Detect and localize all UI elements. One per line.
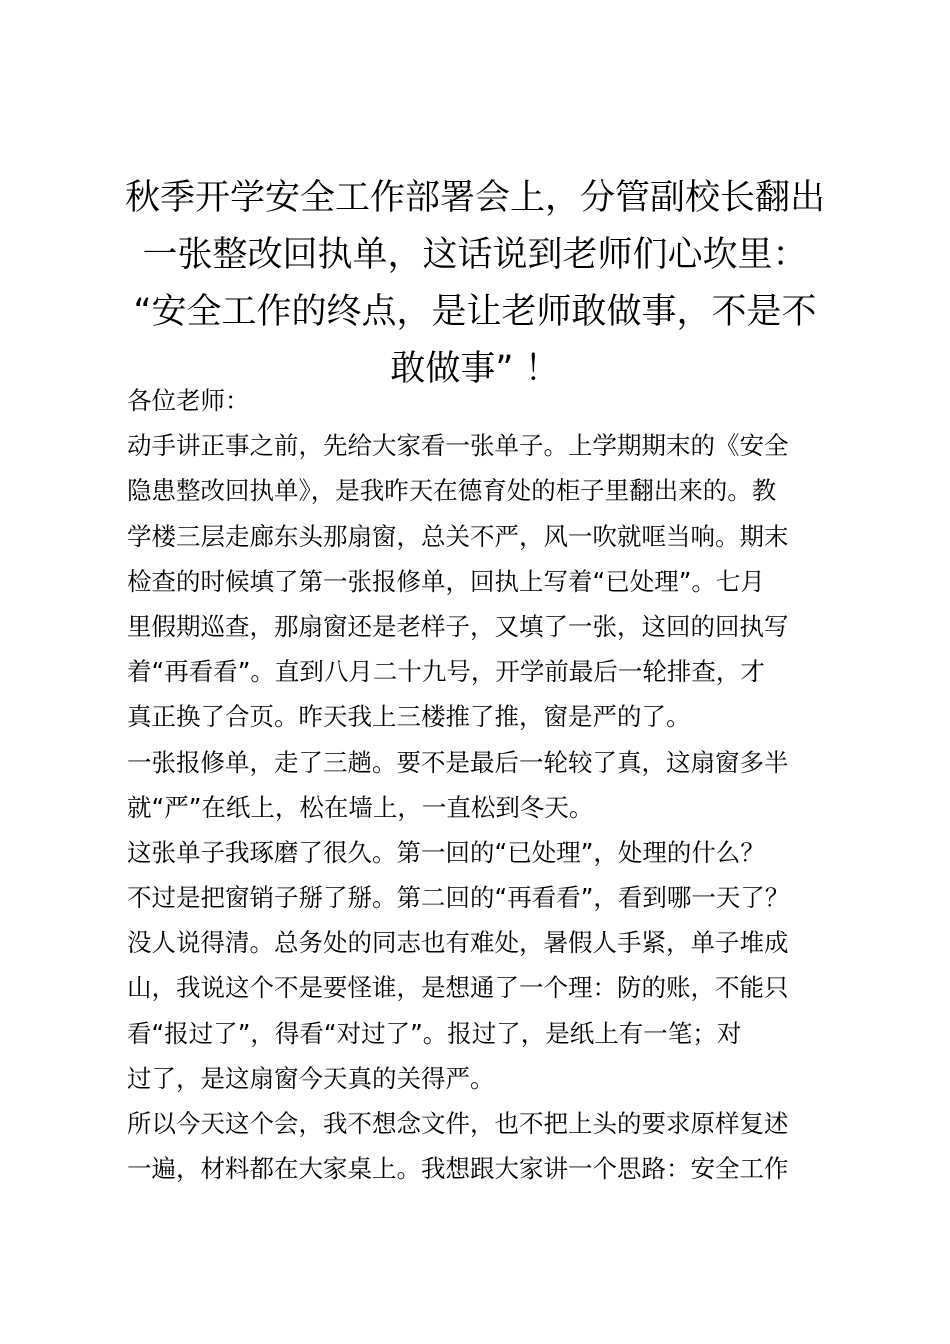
body-line: 动手讲正事之前，先给大家看一张单子。上学期期末的《安全 [127, 431, 789, 461]
body-line: 山，我说这个不是要怪谁，是想通了一个理：防的账，不能只 [127, 973, 789, 1003]
body-line: 里假期巡查，那扇窗还是老样子，又填了一张，这回的回执写 [127, 611, 789, 641]
document-title [110, 170, 840, 398]
salutation: 各位老师： [127, 386, 250, 415]
title-line: 秋季开学安全工作部署会上，分管副校长翻出 [124, 178, 825, 218]
body-line: 不过是把窗销子掰了掰。第二回的“再看看”，看到哪一天了？ [127, 883, 790, 913]
body-line: 着“再看看”。直到八月二十九号，开学前最后一轮排查，才 [127, 657, 765, 687]
title-line: 敢做事” ！ [390, 349, 560, 389]
body-line: 一张报修单，走了三趟。要不是最后一轮较了真，这扇窗多半 [127, 747, 789, 777]
body-line: 就“严”在纸上，松在墙上，一直松到冬天。 [127, 792, 594, 822]
body-line: 没人说得清。总务处的同志也有难处，暑假人手紧，单子堆成 [127, 928, 789, 958]
body-line: 隐患整改回执单》，是我昨天在德育处的柜子里翻出来的。教 [127, 476, 777, 506]
body-line: 一遍，材料都在大家桌上。我想跟大家讲一个思路：安全工作 [127, 1154, 789, 1184]
body-line: 这张单子我琢磨了很久。第一回的“已处理”，处理的什么？ [127, 837, 765, 867]
body-line: 真正换了合页。昨天我上三楼推了推，窗是严的了。 [127, 702, 691, 732]
body-line: 过了，是这扇窗今天真的关得严。 [127, 1063, 495, 1093]
title-line: 一张整改回执单，这话说到老师们心坎里： [142, 235, 808, 275]
body-line: 看“报过了”，得看“对过了”。报过了，是纸上有一笔；对 [127, 1018, 742, 1048]
document-body [127, 378, 847, 1191]
title-line: “安全工作的终点，是让老师敢做事，不是不 [133, 292, 817, 332]
body-line: 检查的时候填了第一张报修单，回执上写着“已处理”。七月 [127, 566, 765, 596]
body-line: 学楼三层走廊东头那扇窗，总关不严，风一吹就哐当响。期末 [127, 521, 789, 551]
body-line: 所以今天这个会，我不想念文件，也不把上头的要求原样复述 [127, 1109, 789, 1138]
